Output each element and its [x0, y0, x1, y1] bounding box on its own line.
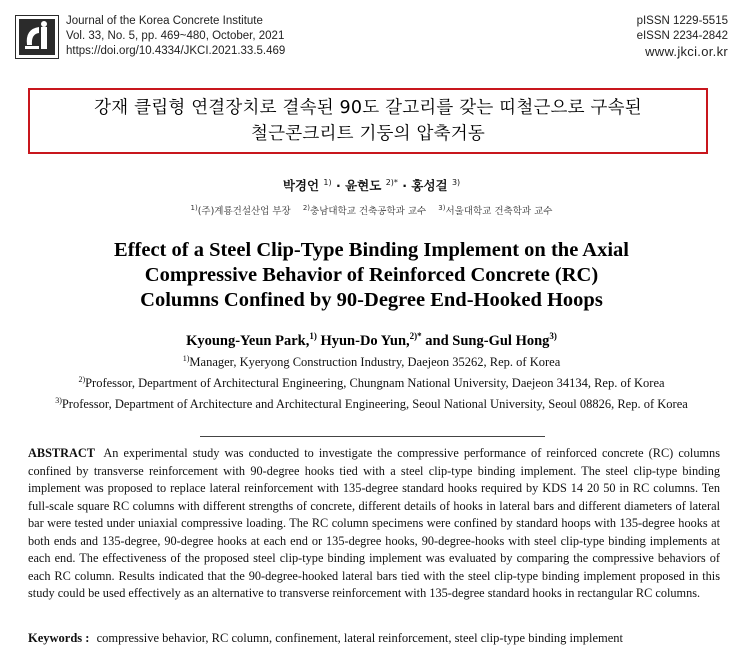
- english-author-3-sup: 3): [549, 331, 557, 341]
- english-title-line-2: Compressive Behavior of Reinforced Concrete (RC): [144, 264, 599, 286]
- korean-author-1: 박경언: [282, 178, 320, 193]
- eissn: eISSN 2234-2842: [636, 30, 728, 42]
- english-author-2-sup: 2)*: [409, 331, 422, 341]
- journal-info: [66, 14, 285, 59]
- volume-info: Vol. 33, No. 5, pp. 469~480, October, 2021: [66, 30, 285, 42]
- korean-title-box: [28, 88, 708, 154]
- abstract-label: ABSTRACT: [28, 446, 95, 460]
- english-affiliation-1: [0, 354, 743, 370]
- korean-author-3: 홍성걸: [411, 178, 448, 193]
- english-affiliation-3: [0, 396, 743, 412]
- korean-title-line-2: 철근콘크리트 기둥의 압축거동: [251, 124, 485, 144]
- korean-author-3-sup: 3): [451, 177, 461, 187]
- korean-affil-3-sup: 3): [438, 203, 446, 212]
- keywords: [28, 631, 728, 646]
- english-author-2: Hyun-Do Yun,: [320, 332, 410, 349]
- english-title-line-3: Columns Confined by 90-Degree End-Hooked Hoops: [140, 289, 603, 311]
- english-affil-1-text: Manager, Kyeryong Construction Industry, Daejeon 35262, Rep. of Korea: [189, 355, 561, 370]
- author-separator: ·: [335, 178, 341, 193]
- issn-block: [637, 14, 728, 59]
- korean-title-line-1: 강재 클립형 연결장치로 결속된 90도 갈고리를 갖는 띠철근으로 구속된: [94, 98, 642, 118]
- english-affil-3-text: Professor, Department of Architecture and Architectural Engineering, Seoul National University, Seoul 08826, Rep. of Korea: [61, 397, 688, 412]
- korean-author-2-sup: 2)*: [385, 177, 398, 187]
- doi-link[interactable]: https://doi.org/10.4334/JKCI.2021.33.5.469: [66, 45, 286, 57]
- english-affil-2-sup: 2): [78, 375, 86, 384]
- english-affil-3-sup: 3): [55, 396, 62, 405]
- english-author-1-sup: 1): [309, 331, 317, 341]
- english-author-3: and Sung-Gul Hong: [425, 332, 550, 349]
- english-title: [40, 238, 703, 313]
- journal-logo: [15, 15, 59, 59]
- korean-author-1-sup: 1): [323, 177, 332, 187]
- korean-affil-1: (주)계룡건설산업 부장: [197, 206, 291, 217]
- korean-affil-2-sup: 2): [302, 203, 311, 212]
- korean-affil-3: 서울대학교 건축학과 교수: [445, 206, 553, 217]
- author-separator: ·: [402, 178, 408, 193]
- section-divider: [200, 436, 545, 437]
- korean-author-2: 윤현도: [345, 178, 382, 193]
- abstract: [28, 445, 720, 603]
- pissn: pISSN 1229-5515: [636, 15, 728, 27]
- english-affiliation-2: [0, 375, 743, 391]
- keywords-text: compressive behavior, RC column, confinement, lateral reinforcement, steel clip-type binding implement: [96, 631, 624, 645]
- korean-affiliations: [0, 203, 743, 217]
- korean-affil-2: 충남대학교 건축공학과 교수: [310, 206, 427, 217]
- korean-affil-1-sup: 1): [190, 203, 198, 212]
- journal-website-link[interactable]: www.jkci.or.kr: [645, 44, 728, 59]
- english-affil-1-sup: 1): [182, 354, 190, 363]
- english-authors: [0, 331, 743, 350]
- english-title-line-1: Effect of a Steel Clip-Type Binding Implement on the Axial: [114, 239, 629, 261]
- english-affil-2-text: Professor, Department of Architectural Engineering, Chungnam National University, Daejeon 34134, Rep. of Korea: [85, 376, 665, 391]
- abstract-text: An experimental study was conducted to investigate the compressive performance of reinforced concrete (RC) columns confined by transverse reinforcement with 90-degree hooks tied with a steel clip-type binding implement. The steel clip-type binding implement was proposed to replace lateral reinforcement with 135-degree standard hooks required by KDS 14 20 50 in RC columns. Ten full-scale square RC columns with different strengths of concrete, different details of hooks in lateral bars and different diameters of lateral bar were tested under uniaxial compressive loading. The RC column specimens were confined by standard hoops with 135-degree hooks at both ends and 135-degree, 90-degree hooks at each end or 135-degree hooks, 90-degree-hooks with steel clip-type binding implements at each end. The effectiveness of the proposed steel clip-type binding implement was evaluated by comparing the compressive behaviors of each RC column. Results indicated that the 90-degree-hooked lateral bars tied with the steel clip-type binding implement proposed in this study could be used effectively as an alternative to transverse reinforcement with 135-degree standard hooks in rectangular RC columns.: [28, 446, 720, 600]
- english-author-1: Kyoung-Yeun Park,: [186, 332, 310, 349]
- korean-authors: [0, 176, 743, 194]
- keywords-label: Keywords :: [28, 631, 90, 645]
- journal-name: Journal of the Korea Concrete Institute: [66, 15, 263, 27]
